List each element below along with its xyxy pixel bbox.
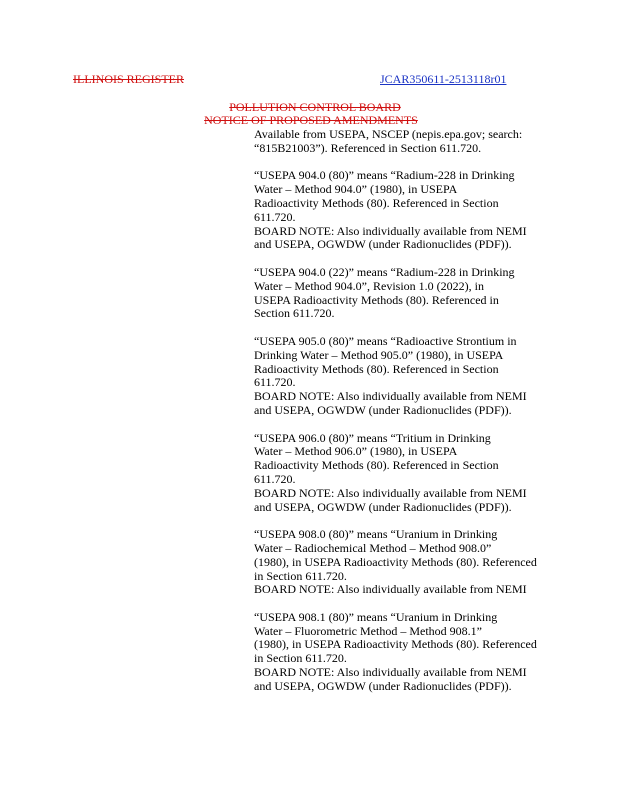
text-line: USEPA Radioactivity Methods (80). Referenced in [254,292,499,307]
text-line: Drinking Water – Method 905.0” (1980), in USEPA [254,347,504,362]
text-line: Radioactivity Methods (80). Referenced in Section [254,458,499,473]
definition-entry [254,266,564,321]
text-line: Water – Radiochemical Method – Method 908.0” [254,540,492,555]
text-line: Radioactivity Methods (80). Referenced in Section [254,361,499,376]
text-line: (1980), in USEPA Radioactivity Methods (80). Referenced [254,637,537,652]
text-line: Section 611.720. [254,306,335,321]
text-line: Water – Method 904.0”, Revision 1.0 (2022), in [254,278,484,293]
definition-entry [254,128,564,156]
board-note-line: and USEPA, OGWDW (under Radionuclides (PDF)). [254,402,512,417]
definition-entry [254,611,564,694]
text-line: “USEPA 906.0 (80)” means “Tritium in Drinking [254,430,491,445]
definition-entry [254,335,564,418]
text-line: 611.720. [254,209,296,224]
board-note-line: and USEPA, OGWDW (under Radionuclides (PDF)). [254,499,512,514]
board-note-line: BOARD NOTE: Also individually available from NEMI [254,485,527,500]
board-note-line: and USEPA, OGWDW (under Radionuclides (PDF)). [254,237,512,252]
register-header-left: ILLINOIS REGISTER [73,72,184,86]
board-note-line: BOARD NOTE: Also individually available from NEMI [254,582,527,597]
board-note-line: BOARD NOTE: Also individually available from NEMI [254,223,527,238]
register-header-right[interactable]: JCAR350611-2513118r01 [380,72,507,86]
board-title: POLLUTION CONTROL BOARD [229,100,401,114]
text-line: 611.720. [254,375,296,390]
definition-entry [254,432,564,515]
text-line: (1980), in USEPA Radioactivity Methods (80). Referenced [254,554,537,569]
text-line: in Section 611.720. [254,568,347,583]
text-line: “USEPA 905.0 (80)” means “Radioactive Strontium in [254,333,517,348]
text-line: “USEPA 904.0 (80)” means “Radium-228 in Drinking [254,168,515,183]
text-line: Water – Fluorometric Method – Method 908.1” [254,623,482,638]
text-line: Water – Method 906.0” (1980), in USEPA [254,444,458,459]
text-line: “USEPA 908.0 (80)” means “Uranium in Drinking [254,527,498,542]
definition-entry [254,528,564,597]
board-note-line: and USEPA, OGWDW (under Radionuclides (PDF)). [254,678,512,693]
text-line: Water – Method 904.0” (1980), in USEPA [254,182,458,197]
board-note-line: BOARD NOTE: Also individually available from NEMI [254,389,527,404]
text-line: “USEPA 904.0 (22)” means “Radium-228 in Drinking [254,264,515,279]
text-line: “USEPA 908.1 (80)” means “Uranium in Drinking [254,609,498,624]
text-line: Radioactivity Methods (80). Referenced in Section [254,195,499,210]
text-line: “815B21003”). Referenced in Section 611.720. [254,140,482,155]
definitions-column [254,128,564,694]
notice-title: NOTICE OF PROPOSED AMENDMENTS [204,113,418,127]
definition-entry [254,169,564,252]
text-line: in Section 611.720. [254,651,347,666]
text-line: Available from USEPA, NSCEP (nepis.epa.gov; search: [254,127,523,141]
board-note-line: BOARD NOTE: Also individually available from NEMI [254,665,527,680]
text-line: 611.720. [254,471,296,486]
